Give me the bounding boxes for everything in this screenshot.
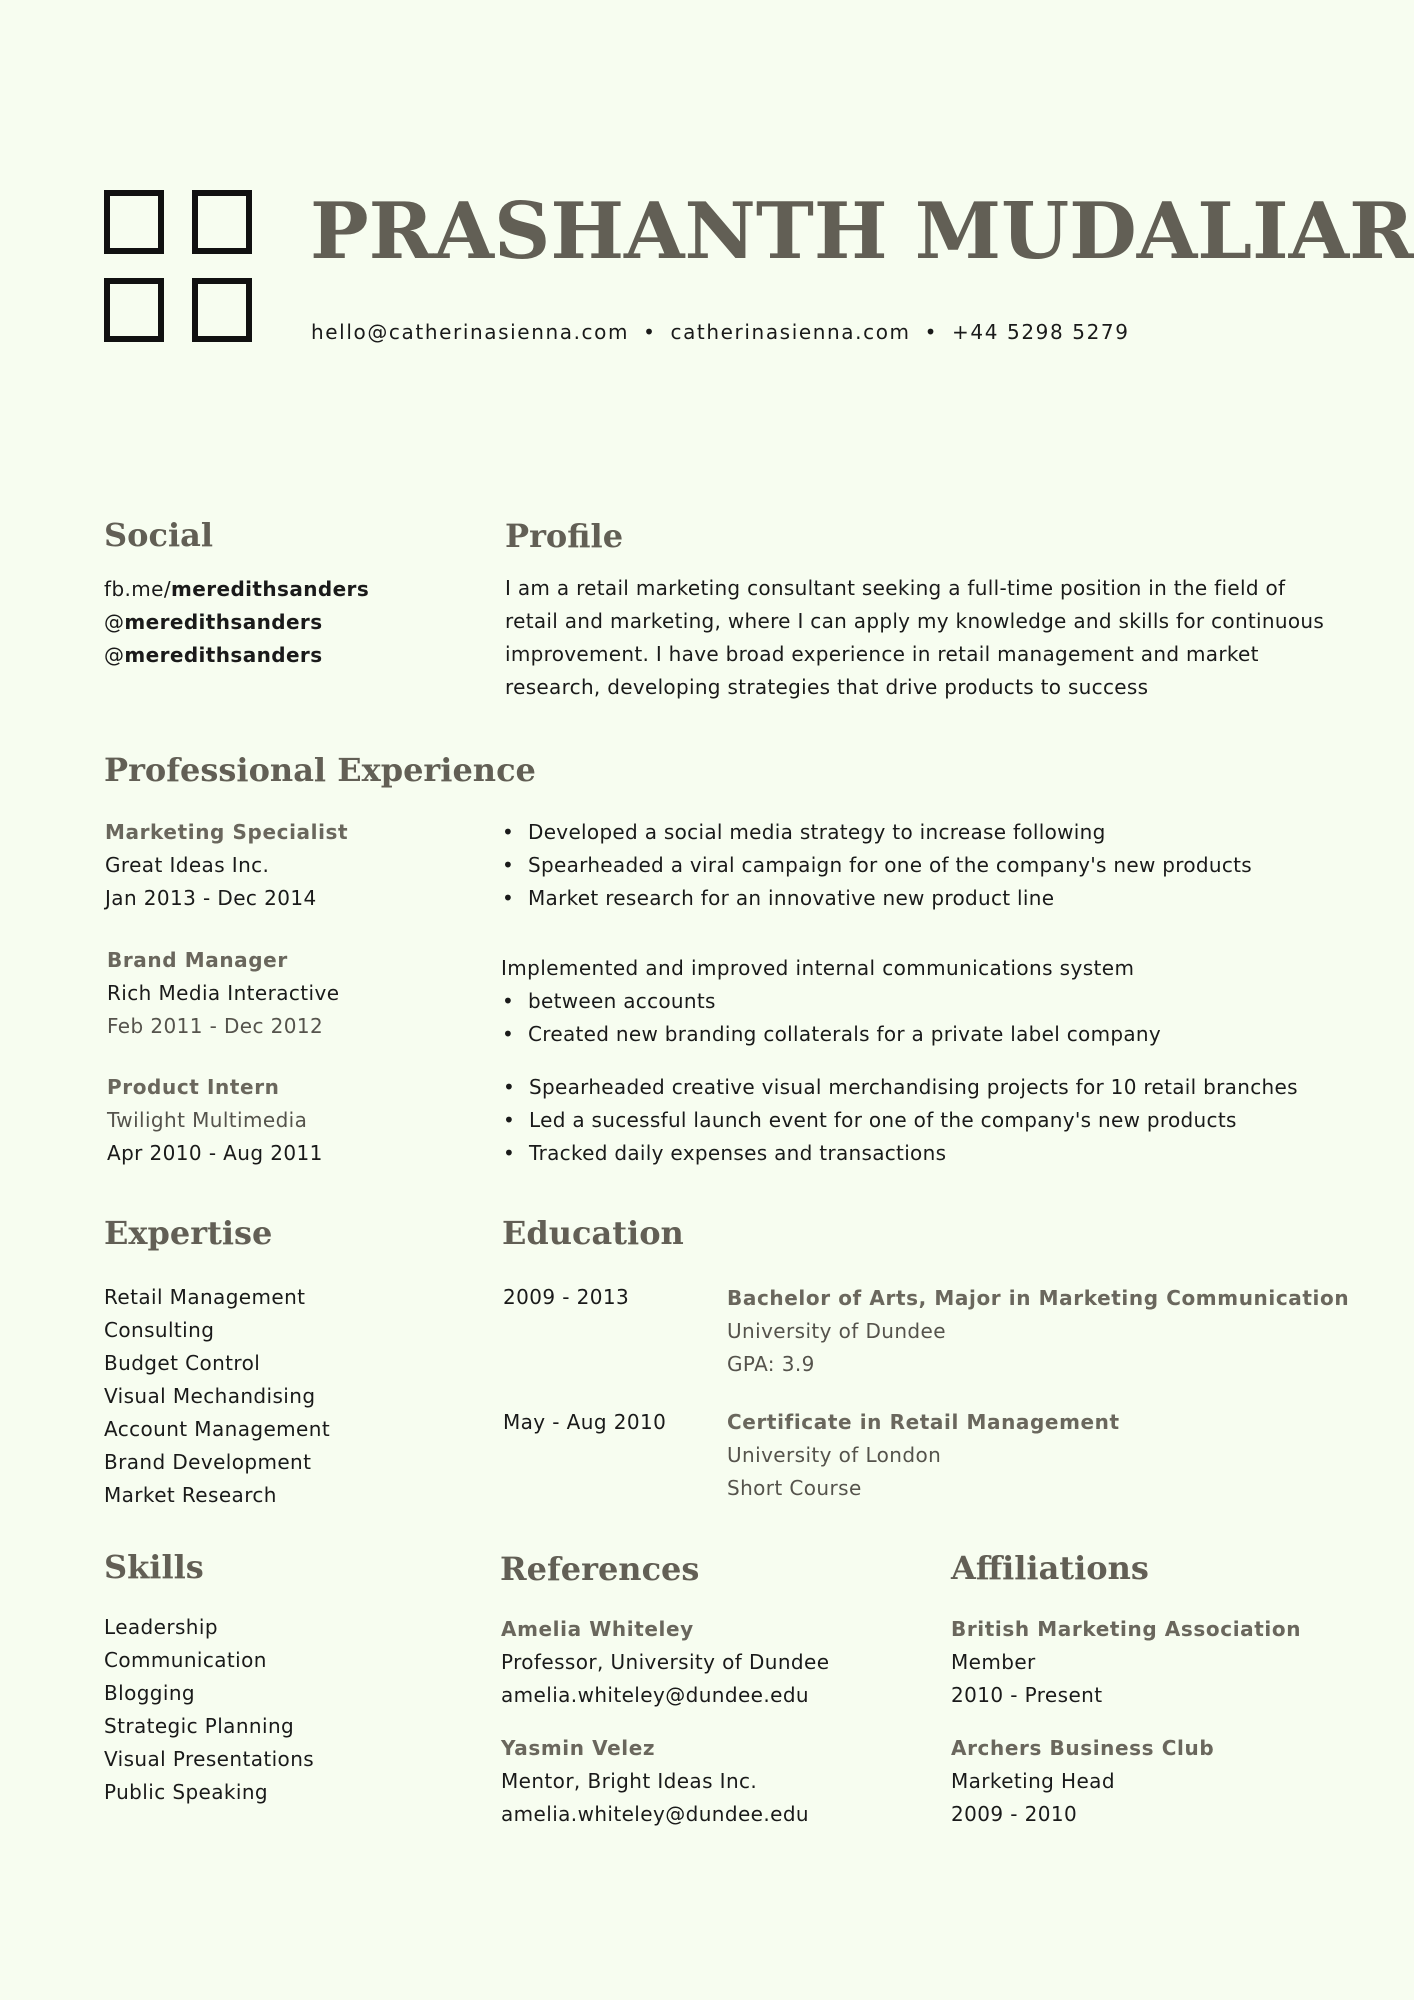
section-title-affiliations: Affiliations [951,1549,1149,1587]
education-school: University of London [727,1443,942,1467]
separator: • [643,320,657,344]
education-dates: May - Aug 2010 [503,1410,667,1434]
logo-square [104,278,164,342]
list-item: Visual Presentations [104,1747,315,1771]
email-link[interactable]: hello@catherinasienna.com [311,320,630,344]
list-item: Leadership [104,1615,218,1639]
job-company: Rich Media Interactive [107,981,340,1005]
job-meta [107,944,339,1043]
social-handle: meredithsanders [171,577,370,601]
affiliation-role: Member [951,1650,1036,1674]
job-dates: Apr 2010 - Aug 2011 [107,1141,323,1165]
affiliation-dates: 2010 - Present [951,1683,1103,1707]
section-title-social: Social [104,516,213,554]
section-title-expertise: Expertise [104,1214,273,1252]
education-degree: Certificate in Retail Management [727,1410,1120,1434]
reference-name: Amelia Whiteley [501,1617,694,1641]
education-entry [727,1406,1120,1505]
section-title-skills: Skills [104,1548,204,1586]
list-item: Blogging [104,1681,196,1705]
list-item: Market Research [104,1483,277,1507]
job-role: Brand Manager [107,948,288,972]
job-company: Great Ideas Inc. [105,853,270,877]
list-item: • Spearheaded creative visual merchandising projects for 10 retail branches [501,1071,1298,1104]
affiliation-entry [951,1732,1214,1831]
list-item: Communication [104,1648,267,1672]
list-item: Public Speaking [104,1780,269,1804]
list-item: • Created new branding collaterals for a private label company [500,1018,1161,1051]
website-link[interactable]: catherinasienna.com [670,320,911,344]
social-handle: meredithsanders [124,610,323,634]
section-title-education: Education [502,1214,684,1252]
job-dates: Jan 2013 - Dec 2014 [105,886,317,910]
affiliation-org: British Marketing Association [951,1617,1302,1641]
affiliation-role: Marketing Head [951,1769,1115,1793]
list-item: Budget Control [104,1351,261,1375]
reference-email[interactable]: amelia.whiteley@dundee.edu [501,1802,809,1826]
social-item[interactable] [104,639,369,672]
separator: • [924,320,939,344]
logo-square [192,190,252,254]
education-dates: 2009 - 2013 [503,1285,630,1309]
list-item: • Developed a social media strategy to increase following [500,816,1252,849]
job-bullets [500,985,1161,1051]
logo-square [192,278,252,342]
job-bullets [501,1071,1298,1170]
list-item: • Spearheaded a viral campaign for one of the company's new products [500,849,1252,882]
logo-square [104,190,164,254]
education-school: University of Dundee [727,1319,946,1343]
job-meta [105,816,348,915]
section-title-profile: Profile [505,517,624,555]
reference-position: Professor, University of Dundee [501,1650,830,1674]
section-title-references: References [500,1550,700,1588]
contact-line [311,320,1130,344]
job-meta [107,1071,323,1170]
social-item[interactable] [104,606,369,639]
reference-name: Yasmin Velez [501,1736,656,1760]
social-item[interactable] [104,573,369,606]
list-item: • Led a sucessful launch event for one of the company's new products [501,1104,1298,1137]
education-note: GPA: 3.9 [727,1352,815,1376]
profile-text: I am a retail marketing consultant seeking a full-time position in the field of retail and marketing, where I can apply my knowledge and skills for continuous improvement. I have broad experience in retail management and market research, developing strategies that drive products to success [505,576,1325,699]
social-prefix: @ [104,610,125,634]
education-degree: Bachelor of Arts, Major in Marketing Communication [727,1286,1350,1310]
list-item: Strategic Planning [104,1714,295,1738]
job-company: Twilight Multimedia [107,1108,308,1132]
section-title-experience: Professional Experience [104,751,536,789]
social-list [104,573,369,672]
job-bullets [500,816,1252,915]
expertise-list [104,1281,330,1512]
list-item: Retail Management [104,1285,306,1309]
skills-list [104,1611,314,1809]
list-item: Consulting [104,1318,215,1342]
reference-entry [501,1613,829,1712]
education-note: Short Course [727,1476,862,1500]
education-entry [727,1282,1349,1381]
job-dates: Feb 2011 - Dec 2012 [107,1014,324,1038]
social-prefix: fb.me/ [104,577,172,601]
four-squares-icon [104,190,260,350]
social-handle: meredithsanders [124,643,323,667]
reference-email[interactable]: amelia.whiteley@dundee.edu [501,1683,809,1707]
job-lead-text: Implemented and improved internal communications system [501,956,1135,980]
reference-entry [501,1732,809,1831]
job-role: Marketing Specialist [105,820,349,844]
list-item: Brand Development [104,1450,312,1474]
phone-number: +44 5298 5279 [952,320,1130,344]
list-item: Visual Mechandising [104,1384,316,1408]
affiliation-org: Archers Business Club [951,1736,1215,1760]
candidate-name: PRASHANTH MUDALIAR [310,186,1414,277]
list-item: Account Management [104,1417,331,1441]
job-role: Product Intern [107,1075,280,1099]
affiliation-dates: 2009 - 2010 [951,1802,1078,1826]
list-item: • Tracked daily expenses and transactions [501,1137,1298,1170]
reference-position: Mentor, Bright Ideas Inc. [501,1769,758,1793]
list-item: • between accounts [500,985,1161,1018]
affiliation-entry [951,1613,1301,1712]
list-item: • Market research for an innovative new product line [500,882,1252,915]
social-prefix: @ [104,643,125,667]
